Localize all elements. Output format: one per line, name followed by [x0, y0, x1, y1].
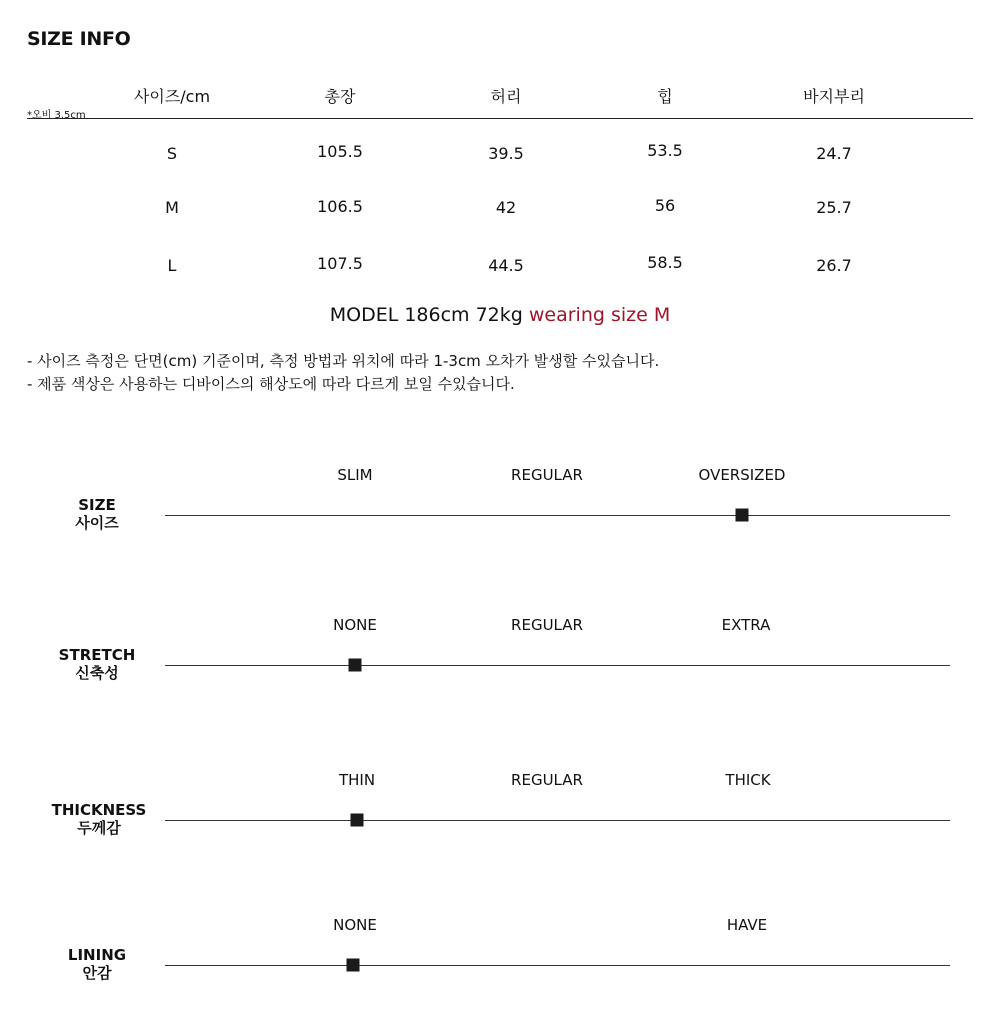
scale-label: [27, 646, 167, 682]
table-header-hem: 바지부리: [803, 87, 865, 106]
table-cell-hip: 56: [654, 196, 676, 215]
scale-option: HAVE: [726, 916, 768, 934]
table-cell-hem: 26.7: [816, 256, 852, 275]
table-divider: [27, 118, 973, 119]
scale-option: NONE: [333, 916, 377, 934]
scale-option: REGULAR: [511, 616, 583, 634]
scale-label-ko: 신축성: [75, 664, 119, 682]
table-cell-hip: 53.5: [647, 141, 683, 160]
scale-line: [165, 965, 950, 966]
notice-measurement: - 사이즈 측정은 단면(cm) 기준이며, 측정 방법과 위치에 따라 1-3cm 오차가 발생할 수있습니다.: [27, 352, 660, 370]
scale-option: THIN: [338, 771, 376, 789]
table-header-waist: 허리: [490, 87, 522, 106]
page-title: SIZE INFO: [27, 28, 131, 50]
table-cell-hip: 58.5: [647, 253, 683, 272]
table-cell-length: 106.5: [317, 197, 363, 216]
scale-label-en: SIZE: [78, 496, 116, 514]
scale-label: [27, 496, 167, 532]
model-wearing-size: wearing size M: [528, 304, 671, 326]
scale-label-en: THICKNESS: [51, 801, 147, 819]
scale-label: [29, 801, 169, 837]
table-header-hip: 힙: [657, 87, 673, 106]
model-info: [0, 304, 1000, 326]
scale-option: SLIM: [337, 466, 373, 484]
scale-line: [165, 665, 950, 666]
scale-label-ko: 안감: [82, 964, 112, 982]
table-cell-size: L: [167, 256, 177, 275]
scale-marker: [351, 814, 364, 827]
table-cell-waist: 44.5: [488, 256, 524, 275]
scale-option: REGULAR: [511, 466, 583, 484]
scale-option: NONE: [333, 616, 377, 634]
waistband-note: *오비 3.5cm: [27, 110, 86, 121]
scale-marker: [736, 509, 749, 522]
table-cell-size: S: [166, 144, 178, 163]
scale-option: OVERSIZED: [698, 466, 786, 484]
model-measurements: MODEL 186cm 72kg: [329, 304, 523, 326]
notice-color: - 제품 색상은 사용하는 디바이스의 해상도에 따라 다르게 보일 수있습니다.: [27, 375, 515, 393]
table-header-size: 사이즈/cm: [133, 87, 211, 106]
table-cell-length: 107.5: [317, 254, 363, 273]
scale-label-en: LINING: [67, 946, 127, 964]
table-cell-waist: 39.5: [488, 144, 524, 163]
scale-line: [165, 820, 950, 821]
table-cell-waist: 42: [495, 198, 517, 217]
scale-label: [27, 946, 167, 982]
table-header-length: 총장: [324, 87, 356, 106]
table-cell-hem: 25.7: [816, 198, 852, 217]
table-cell-size: M: [165, 198, 179, 217]
scale-marker: [349, 659, 362, 672]
scale-option: REGULAR: [511, 771, 583, 789]
scale-marker: [347, 959, 360, 972]
table-cell-hem: 24.7: [816, 144, 852, 163]
scale-label-ko: 두께감: [77, 819, 121, 837]
scale-line: [165, 515, 950, 516]
scale-option: THICK: [725, 771, 771, 789]
scale-label-en: STRETCH: [58, 646, 136, 664]
scale-option: EXTRA: [721, 616, 771, 634]
table-cell-length: 105.5: [317, 142, 363, 161]
scale-label-ko: 사이즈: [75, 514, 119, 532]
